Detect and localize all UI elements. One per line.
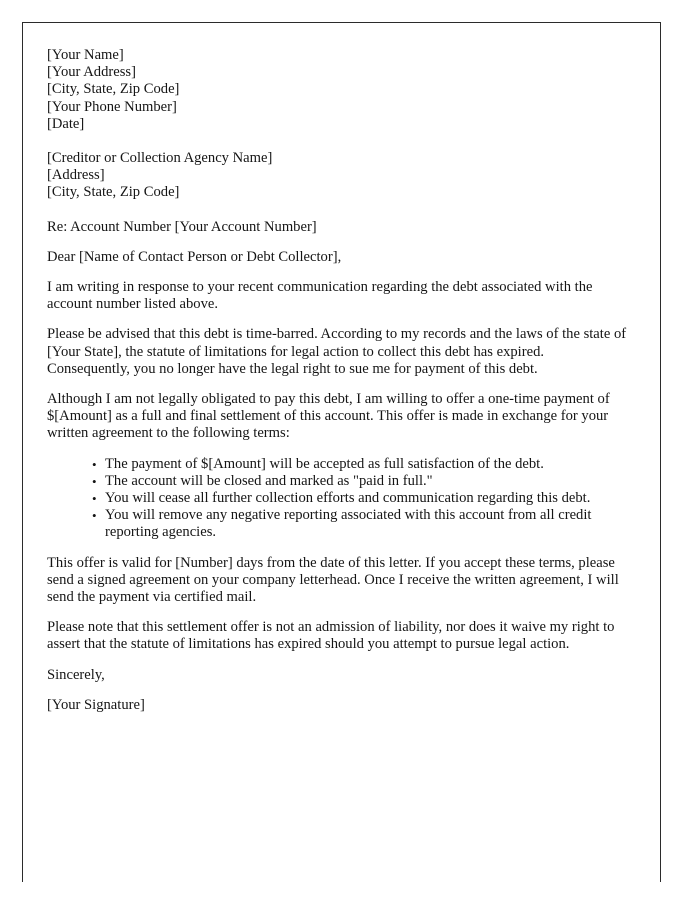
list-item: • The account will be closed and marked as "paid in full." [92, 473, 630, 490]
list-item: • You will remove any negative reporting associated with this account from all credit reporting agencies. [92, 507, 630, 541]
closing-paragraph-1: This offer is valid for [Number] days from the date of this letter. If you accept these terms, please send a signed agreement on your company letterhead. Once I receive the written agreement, I will send the payment via certified mail. [47, 554, 619, 606]
closing-salutation: Sincerely, [47, 666, 105, 683]
body-paragraph-2: Please be advised that this debt is time-barred. According to my records and the laws of the state of [Your State], the statute of limitations for legal action to collect this debt has expired. Consequently, you no longer have the legal right to sue me for payment of this debt. [47, 326, 627, 377]
recipient-address-line: [Address] [47, 167, 105, 184]
recipient-address-line: [Creditor or Collection Agency Name] [47, 150, 273, 167]
list-item: • You will cease all further collection efforts and communication regarding this debt. [92, 490, 630, 507]
body-paragraph-3: Although I am not legally obligated to pay this debt, I am willing to offer a one-time payment of $[Amount] as a full and final settlement of this account. This offer is made in exchange for your written agreement to the following terms: [47, 391, 610, 442]
recipient-address-line: [City, State, Zip Code] [47, 184, 180, 201]
signature-line: [Your Signature] [47, 696, 145, 713]
sender-address-line: [Your Phone Number] [47, 98, 177, 115]
settlement-terms-list [47, 456, 630, 542]
sender-address-line: [Your Name] [47, 47, 124, 63]
sender-address-line: [Your Address] [47, 64, 136, 81]
recipient-address-block [47, 150, 630, 202]
sender-address-line: [City, State, Zip Code] [47, 81, 180, 98]
letter-body [47, 47, 630, 714]
salutation: Dear [Name of Contact Person or Debt Collector], [47, 248, 342, 265]
body-paragraph-1: I am writing in response to your recent communication regarding the debt associated with the account number listed above. [47, 279, 593, 313]
closing-paragraph-2: Please note that this settlement offer is not an admission of liability, nor does it waive my right to assert that the statute of limitations has expired should you attempt to pursue legal action. [47, 619, 615, 653]
sender-address-block [47, 47, 630, 133]
list-item: • The payment of $[Amount] will be accepted as full satisfaction of the debt. [92, 456, 630, 473]
subject-line: Re: Account Number [Your Account Number] [47, 218, 317, 235]
letter-page [22, 22, 661, 882]
sender-address-line: [Date] [47, 115, 85, 132]
